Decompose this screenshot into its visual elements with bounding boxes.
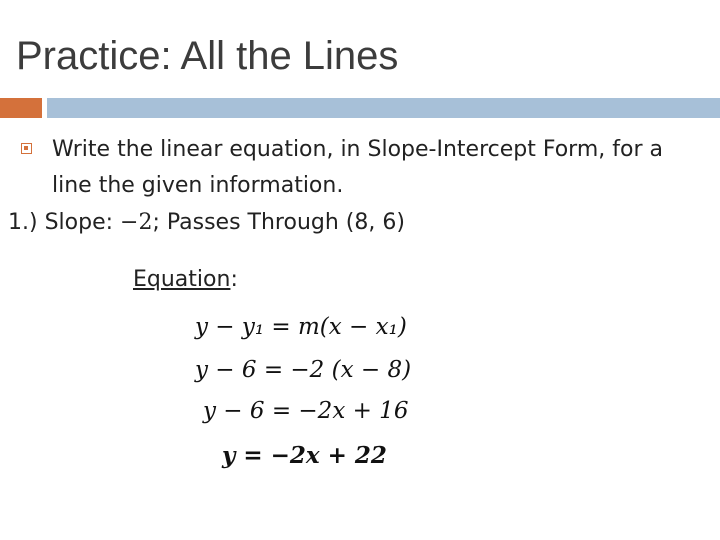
instruction-text: Write the linear equation, in Slope-Intercept Form, for a line the given information. [52,137,663,198]
problem-statement [8,210,405,235]
equation-colon: : [230,267,238,292]
problem-number: 1.) [8,210,38,235]
equation-heading [133,267,238,292]
final-answer: y = −2x + 22 [222,442,387,469]
header-accent-blue-bar [47,98,720,118]
distributed-equation: y − 6 = −2x + 16 [203,398,409,424]
slope-label: Slope: [44,210,114,235]
point-slope-formula: y − y₁ = m(x − x₁) [195,314,407,340]
header-accent-orange-bar [0,98,42,118]
equation-label: Equation [133,267,231,292]
slide-title: Practice: All the Lines [16,34,399,78]
point-text: ; Passes Through (8, 6) [152,210,405,235]
square-bullet-icon [21,143,32,154]
slope-value: −2 [120,210,153,235]
substituted-equation: y − 6 = −2 (x − 8) [195,357,412,383]
